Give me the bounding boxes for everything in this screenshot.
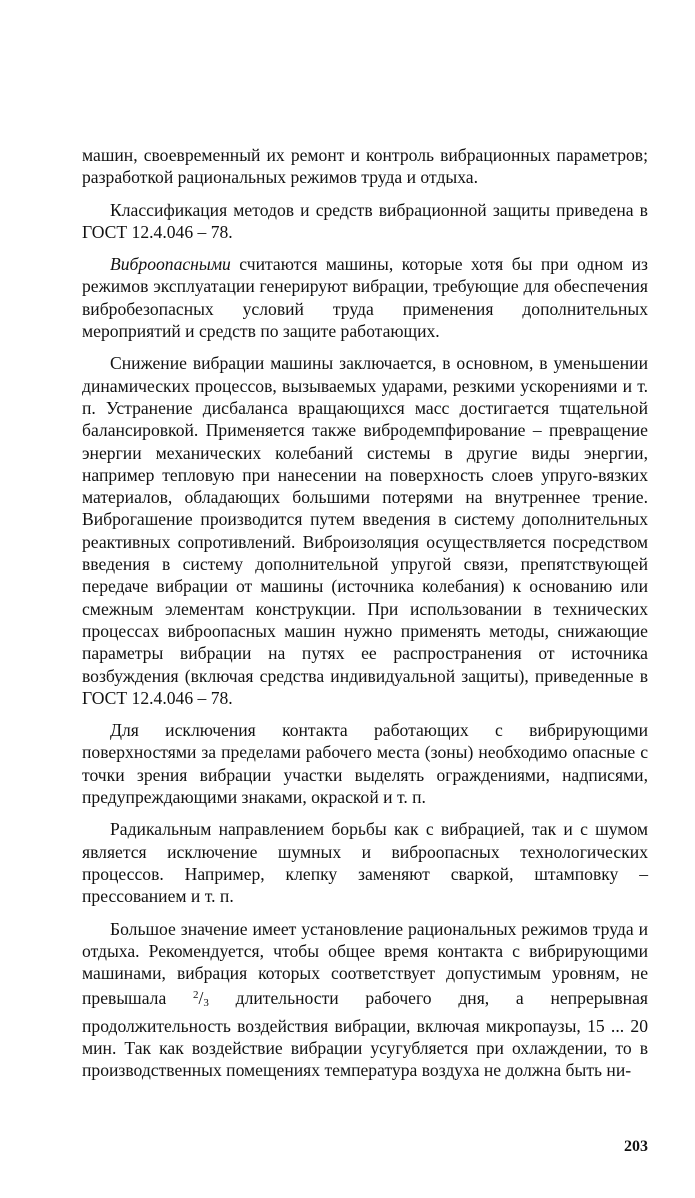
paragraph-text: длительности рабочего дня, а непрерывная продолжительность воздействия вибрации, включая микропаузы, 15 ... 20 мин. Так как воздействие вибрации усугубляется при охлаждении, то в производственных помещениях температура воздуха не должна быть ни- [82, 988, 648, 1081]
paragraph-vibration-reduction: Снижение вибрации машины заключается, в основном, в уменьшении динамических процессов, вызываемых ударами, резкими ускорениями и т. п. Устранение дисбаланса вращающихся масс достигается тщательной балансировкой. Применяется также вибродемпфирование – превращение энергии механических колебаний системы в другие виды энергии, например тепловую при нанесении на поверхность слоев упруго-вязких материалов, обладающих большими потерями на внутреннее трение. Виброгашение производится путем введения в систему дополнительных реактивных сопротивлений. Виброизоляция осуществляется посредством введения в систему дополнительной упругой связи, препятствующей передаче вибрации от машины (источника колебания) к основанию или смежным элементам конструкции. При использовании в технических процессах виброопасных машин нужно применять методы, снижающие параметры вибрации на путях ее распространения от источника возбуждения (включая средства индивидуальной защиты), приведенные в ГОСТ 12.4.046 – 78. [82, 353, 648, 708]
paragraph-continued: машин, своевременный их ремонт и контроль вибрационных параметров; разработкой рациональных режимов труда и отдыха. [82, 145, 648, 188]
paragraph-contact-exclusion: Для исключения контакта работающих с вибрирующими поверхностями за пределами рабочего места (зоны) необходимо опасные с точки зрения вибрации участки выделять ограждениями, надписями, предупреждающими знаками, окраской и т. п. [82, 720, 648, 808]
paragraph-work-regime: Большое значение имеет установление рациональных режимов труда и отдыха. Рекомендуется, чтобы общее время контакта с вибрирующими машинами, вибрация которых соответствует допустимым уровням, не превышала $^2/_3$ длительности рабочего дня, а непрерывная продолжительность воздействия вибрации, включая микропаузы, 15 ... 20 мин. Так как воздействие вибрации усугубляется при охлаждении, то в производственных помещениях температура воздуха не должна быть ни- [82, 918, 648, 1081]
page-number: 203 [624, 1138, 648, 1155]
page-body [82, 144, 648, 1092]
paragraph-classification: Классификация методов и средств вибрационной защиты приведена в ГОСТ 12.4.046 – 78. [82, 199, 648, 242]
paragraph-text: считаются машины, которые хотя бы при одном из режимов эксплуатации генерируют вибрации, требующие для обеспечения вибробезопасных условий труда применения дополнительных мероприятий и средств по защите работающих. [82, 254, 648, 342]
fraction-numerator: 2 [193, 989, 199, 1002]
fraction-denominator: 3 [203, 997, 209, 1010]
paragraph-vibro-dangerous [82, 253, 648, 342]
italic-term: Виброопасными [110, 254, 231, 275]
paragraph-text: Большое значение имеет установление рациональных режимов труда и отдыха. Рекомендуется, чтобы общее время контакта с вибрирующими машинами, вибрация которых соответствует допустимым уровням, не превышала [82, 918, 648, 1009]
paragraph-radical-direction: Радикальным направлением борьбы как с вибрацией, так и с шумом является исключение шумных и виброопасных технологических процессов. Например, клепку заменяют сваркой, штамповку – прессованием и т. п. [82, 819, 648, 907]
